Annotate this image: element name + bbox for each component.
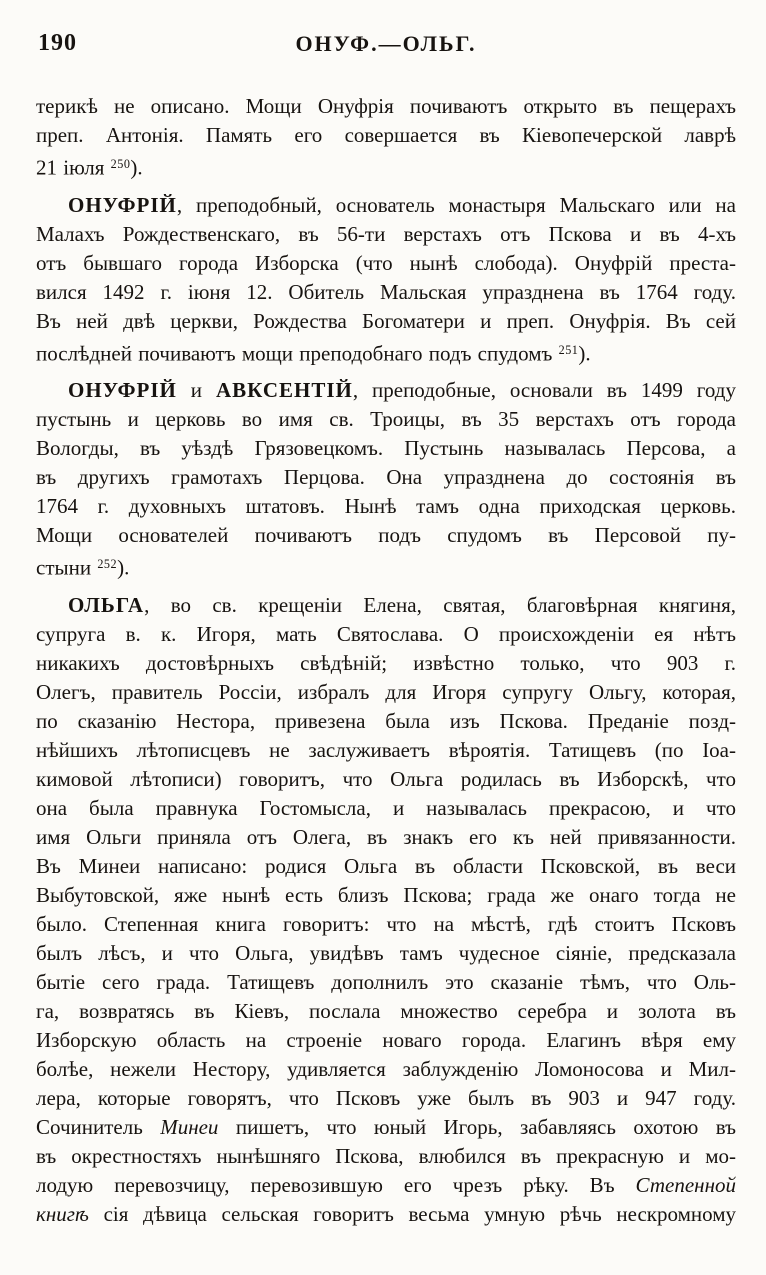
text-line: отъ бывшаго города Изборска (что нынѣ слобода). Онуфрій преста- [36, 250, 736, 275]
text-line: послѣдней почиваютъ мощи преподобнаго подъ спудомъ $^{251}$). [36, 341, 591, 366]
text-line: Изборскую область на строеніе новаго города. Елагинъ вѣря ему [36, 1028, 736, 1053]
entry-headword: ОНУФРІЙ [68, 192, 177, 217]
paragraph [36, 376, 736, 583]
text-line: супруга в. к. Игоря, мать Святослава. О происхожденіи ея нѣтъ [36, 622, 736, 647]
text-line: га, возвратясь въ Кіевъ, послала множество серебра и золота въ [36, 999, 736, 1024]
text-line: бытіе сего града. Татищевъ дополнилъ это сказаніе тѣмъ, что Оль- [36, 970, 736, 995]
text-block [36, 92, 736, 1229]
text-line: ОЛЬГА, во св. крещеніи Елена, святая, благовѣрная княгиня, [68, 593, 736, 618]
text-line: лодую перевозчицу, перевозившую его чрезъ рѣку. Въ Степенной [36, 1173, 736, 1198]
running-head-title: ОНУФ.—ОЛЬГ. [295, 31, 477, 56]
paragraph [36, 591, 736, 1229]
text-line: никакихъ достовѣрныхъ свѣдѣній; извѣстно только, что 903 г. [36, 651, 736, 676]
text-line: въ окрестностяхъ нынѣшняго Пскова, влюбился въ прекрасную и мо- [36, 1144, 736, 1169]
text-line: въ другихъ грамотахъ Перцова. Она упразднена до состоянія въ [36, 465, 736, 490]
footnote-reference: 250 [110, 157, 131, 171]
text-line: вился 1492 г. іюня 12. Обитель Мальская упразднена въ 1764 году. [36, 279, 736, 304]
text-line: Вологды, въ уѣздѣ Грязовецкомъ. Пустынь называлась Персова, а [36, 436, 736, 461]
text-line: Въ ней двѣ церкви, Рождества Богоматери и преп. Онуфрія. Въ сей [36, 308, 736, 333]
italic-text: Минеи [160, 1115, 219, 1140]
text-line: Сочинитель Минеи пишетъ, что юный Игорь, забавляясь охотою въ [36, 1115, 736, 1140]
text-line: Выбутовской, яже нынѣ есть близъ Пскова; града же онаго тогда не [36, 883, 736, 908]
text-line: Мощи основателей почиваютъ подъ спудомъ въ Персовой пу- [36, 523, 736, 548]
text-line: ОНУФРІЙ, преподобный, основатель монастыря Мальскаго или на [68, 192, 736, 217]
text-line: было. Степенная книга говоритъ: что на мѣстѣ, гдѣ стоитъ Псковъ [36, 912, 736, 937]
text-line: 21 іюля $^{250}$). [36, 155, 143, 180]
paragraph [36, 92, 736, 183]
text-line: Въ Минеи написано: родися Ольга въ области Псковской, въ веси [36, 854, 736, 879]
text-line: Малахъ Рождественскаго, въ 56-ти верстахъ отъ Пскова и въ 4-хъ [36, 221, 736, 246]
text-line: пустынь и церковь во имя св. Троицы, въ 35 верстахъ отъ города [36, 407, 736, 432]
entry-headword: ОЛЬГА [68, 593, 145, 618]
page-number: 190 [38, 30, 77, 56]
paragraph [36, 191, 736, 369]
italic-text: Степенной [635, 1173, 736, 1198]
text-line: 1764 г. духовныхъ штатовъ. Нынѣ тамъ одна приходская церковь. [36, 494, 736, 519]
text-line: по сказанію Нестора, привезена была изъ Пскова. Преданіе позд- [36, 709, 736, 734]
text-line: болѣе, нежели Нестору, удивляется заблужденію Ломоносова и Мил- [36, 1057, 736, 1082]
text-line: имя Ольги приняла отъ Олега, въ знакъ его къ ней привязанности. [36, 825, 736, 850]
text-line: былъ лѣсъ, и что Ольга, увидѣвъ тамъ чудесное сіяніе, предсказала [36, 941, 736, 966]
text-line: нѣйшихъ лѣтописцевъ не заслуживаетъ вѣроятія. Татищевъ (по Іоа- [36, 738, 736, 763]
entry-headword: АВКСЕНТІЙ [215, 378, 353, 403]
entry-headword: ОНУФРІЙ [68, 378, 177, 403]
text-line: стыни $^{252}$). [36, 556, 130, 581]
text-line: преп. Антонія. Память его совершается въ Кіевопечерской лаврѣ [36, 123, 736, 147]
text-line: лера, которые говорятъ, что Псковъ уже былъ въ 903 и 947 году. [36, 1086, 736, 1111]
running-header [36, 30, 736, 60]
text-line: книгѣ сія дѣвица сельская говоритъ весьма умную рѣчь нескромному [36, 1202, 736, 1227]
text-line: терикѣ не описано. Мощи Онуфрія почиваютъ открыто въ пещерахъ [36, 94, 736, 118]
footnote-reference: 252 [97, 557, 118, 572]
text-line: Олегъ, правитель Россіи, избралъ для Игоря супругу Ольгу, которая, [36, 680, 736, 705]
footnote-reference: 251 [558, 342, 579, 357]
text-line: кимовой лѣтописи) говоритъ, что Ольга родилась въ Изборскѣ, что [36, 767, 736, 792]
text-line: она была правнука Гостомысла, и называлась прекрасою, и что [36, 796, 736, 821]
text-line: ОНУФРІЙ и АВКСЕНТІЙ, преподобные, основали въ 1499 году [68, 378, 736, 403]
italic-text: книгѣ [36, 1202, 89, 1227]
